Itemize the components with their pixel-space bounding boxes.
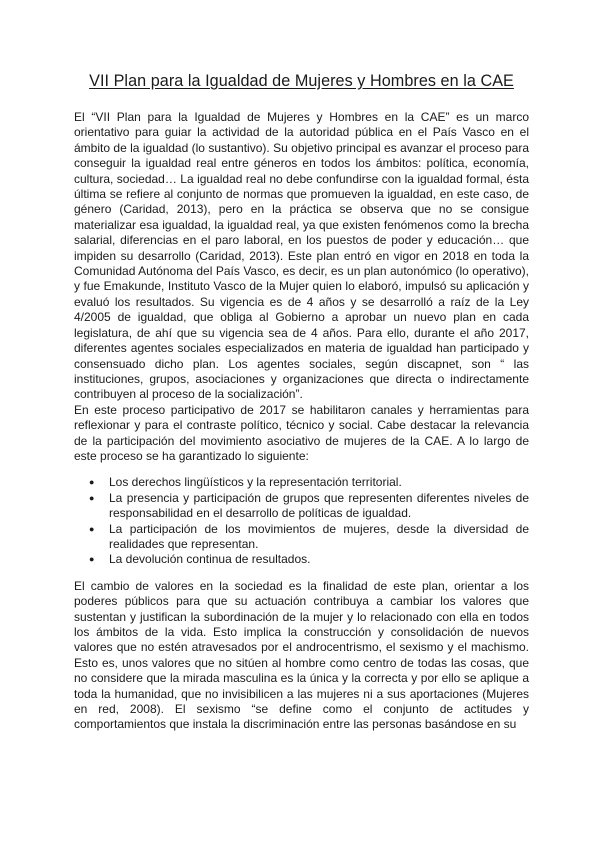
- bullet-icon: ●: [89, 492, 95, 503]
- bullet-icon: ●: [89, 477, 95, 488]
- list-item: [89, 475, 529, 490]
- list-item-text: La participación de los movimientos de mujeres, desde la diversidad de realidades que representan.: [109, 521, 529, 551]
- list-item: [89, 552, 529, 567]
- bullet-icon: ●: [89, 523, 95, 534]
- paragraph-values: El cambio de valores en la sociedad es la finalidad de este plan, orientar a los poderes públicos para que su actuación contribuya a cambiar los valores que sustentan y justifican la subordinación de la mujer y lo relacionado con ella en todos los ámbitos de la vida. Esto implica la construcción y consolidación de nuevos valores que no estén atravesados por el androcentrismo, el sexismo y el machismo. Esto es, unos valores que no sitúen al hombre como centro de todas las cosas, que no considere que la mirada masculina es la única y la correcta y por ello se aplique a toda la humanidad, que no invisibilicen a las mujeres ni a sus aportaciones (Mujeres en red, 2008). El sexismo “se define como el conjunto de actitudes y comportamientos que instala la discriminación entre las personas basándose en su: [74, 578, 529, 732]
- bullet-list: [74, 475, 529, 567]
- list-item: [89, 521, 529, 553]
- list-item-text: La devolución continua de resultados.: [109, 552, 311, 567]
- list-item: [89, 490, 529, 522]
- paragraph-intro: El “VII Plan para la Igualdad de Mujeres y Hombres en la CAE” es un marco orientativo para guiar la actividad de la autoridad pública en el País Vasco en el ámbito de la igualdad (lo sustantivo). Su objetivo principal es avanzar el proceso para conseguir la igualdad real entre géneros en todos los ámbitos: política, economía, cultura, sociedad… La igualdad real no debe confundirse con la igualdad formal, ésta última se refiere al conjunto de normas que promueven la igualdad, en este caso, de género (Caridad, 2013), pero en la práctica se observa que no se consigue materializar esa igualdad, la igualdad real, ya que existen fenómenos como la brecha salarial, diferencias en el paro laboral, en los puestos de poder y educación… que impiden su desarrollo (Caridad, 2013). Este plan entró en vigor en 2018 en toda la Comunidad Autónoma del País Vasco, es decir, es un plan autonómico (lo operativo), y fue Emakunde, Instituto Vasco de la Mujer quien lo elaboró, impulsó su aplicación y evaluó los resultados. Su vigencia es de 4 años y se desarrolló a raíz de la Ley 4/2005 de igualdad, que obliga al Gobierno a aprobar un nuevo plan en cada legislatura, de ahí que su vigencia sea de 4 años. Para ello, durante el año 2017, diferentes agentes sociales especializados en materia de igualdad han participado y consensuado dicho plan. Los agentes sociales, según discapnet, son “ las instituciones, grupos, asociaciones y organizaciones que directa o indirectamente contribuyen al proceso de la socialización”.: [74, 110, 529, 402]
- list-item-text: Los derechos lingüísticos y la representación territorial.: [109, 475, 402, 490]
- bullet-icon: ●: [89, 554, 95, 565]
- list-item-text: La presencia y participación de grupos que representen diferentes niveles de responsabilidad en el desarrollo de políticas de igualdad.: [109, 490, 529, 521]
- paragraph-process: En este proceso participativo de 2017 se habilitaron canales y herramientas para reflexionar y para el contraste político, técnico y social. Cabe destacar la relevancia de la participación del movimiento asociativo de mujeres de la CAE. A lo largo de este proceso se ha garantizado lo siguiente:: [74, 402, 529, 463]
- document-title: VII Plan para la Igualdad de Mujeres y Hombres en la CAE: [89, 72, 514, 90]
